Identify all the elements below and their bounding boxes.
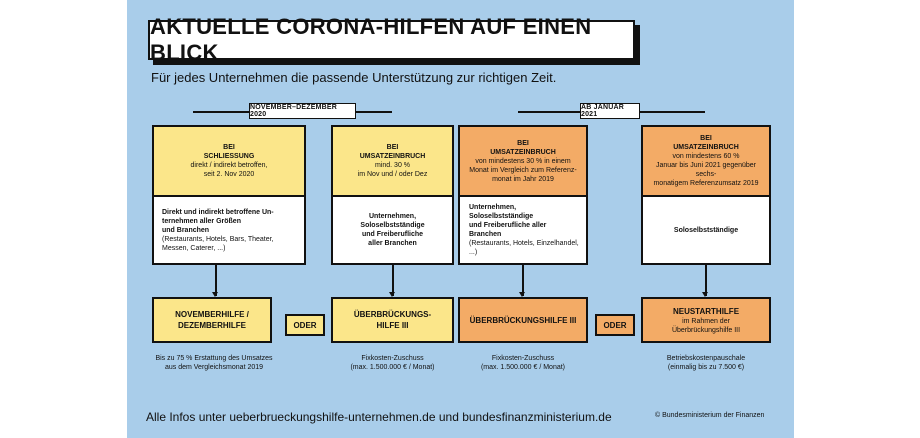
- header-text: Januar bis Juni 2021 gegenüber sechs-: [655, 162, 757, 178]
- program-label: HILFE III: [376, 321, 409, 330]
- target-text: Direkt und indirekt betroffene Un-: [162, 208, 274, 216]
- column-2-program: [331, 297, 454, 343]
- program-label: im Rahmen der: [682, 317, 730, 325]
- column-2-header: [331, 125, 454, 197]
- arrow-down-icon: [522, 265, 524, 296]
- column-2-caption: [331, 354, 454, 372]
- caption-line: Bis zu 75 % Erstattung des Umsatzes: [155, 355, 273, 362]
- header-text: direkt / indirekt betroffen,: [190, 162, 268, 169]
- caption-line: Fixkosten-Zuschuss: [361, 355, 424, 362]
- period-tag-nov-dez: NOVEMBER–DEZEMBER 2020: [249, 103, 356, 119]
- header-text: mind. 30 %: [374, 162, 411, 169]
- target-text: und Freiberufliche: [361, 231, 424, 238]
- copyright-notice: © Bundesministerium der Finanzen: [655, 412, 765, 419]
- period-line-right-b: [640, 111, 705, 113]
- column-2-target-group: [331, 195, 454, 265]
- header-text: seit 2. Nov 2020: [203, 171, 255, 178]
- oder-badge-right: ODER: [595, 314, 635, 336]
- caption-line: (einmalig bis zu 7.500 €): [667, 364, 745, 371]
- period-line-left-b: [356, 111, 392, 113]
- caption-line: aus dem Vergleichsmonat 2019: [164, 364, 264, 371]
- target-text: Soloselbstständige: [360, 222, 425, 229]
- header-label: UMSATZEINBRUCH: [673, 144, 739, 151]
- header-label: BEI: [517, 139, 529, 147]
- column-4-caption: [641, 354, 771, 372]
- column-1-header: [152, 125, 306, 197]
- target-text: Unternehmen, Soloselbstständige: [469, 204, 534, 220]
- target-text: ternehmen aller Größen: [162, 217, 241, 225]
- page-title: AKTUELLE CORONA-HILFEN AUF EINEN BLICK: [148, 20, 635, 60]
- column-1-program: [152, 297, 272, 343]
- target-text: Soloselbstständige: [673, 226, 739, 234]
- column-3-program: [458, 297, 588, 343]
- page-subtitle: Für jedes Unternehmen die passende Unterstützung zur richtigen Zeit.: [151, 70, 557, 85]
- target-text: Messen, Caterer, ...): [162, 244, 226, 252]
- arrow-down-icon: [392, 265, 394, 296]
- program-label: ÜBERBRÜCKUNGSHILFE III: [469, 315, 577, 325]
- column-1-target-group: [152, 195, 306, 265]
- caption-line: Fixkosten-Zuschuss: [491, 355, 555, 362]
- column-3-header: [458, 125, 588, 197]
- target-text: aller Branchen: [368, 240, 417, 247]
- caption-line: (max. 1.500.000 € / Monat): [480, 364, 566, 371]
- header-label: BEI: [386, 144, 399, 151]
- header-label: BEI: [223, 144, 235, 151]
- period-tag-ab-januar: AB JANUAR 2021: [580, 103, 640, 119]
- target-text: (Restaurants, Hotels, Bars, Theater,: [162, 235, 274, 243]
- header-label: UMSATZEINBRUCH: [490, 148, 556, 156]
- column-4-program: [641, 297, 771, 343]
- header-text: von mindestens 60 %: [672, 153, 740, 160]
- program-label: NOVEMBERHILFE /: [175, 310, 249, 319]
- column-4-target-group: [641, 195, 771, 265]
- program-label: Überbrückungshilfe III: [671, 326, 741, 334]
- target-text: Unternehmen,: [368, 213, 417, 220]
- period-line-left-a: [193, 111, 249, 113]
- arrow-down-icon: [705, 265, 707, 296]
- oder-badge-left: ODER: [285, 314, 325, 336]
- header-text: im Nov und / oder Dez: [357, 171, 428, 178]
- column-3-caption: [458, 354, 588, 372]
- header-label: UMSATZEINBRUCH: [359, 153, 426, 160]
- arrow-down-icon: [215, 265, 217, 296]
- header-text: von mindestens 30 % in einem: [475, 157, 571, 165]
- target-text: und Branchen: [162, 226, 210, 234]
- header-text: monatigem Referenzumsatz 2019: [653, 180, 759, 187]
- target-text: und Freiberufliche aller Branchen: [469, 222, 547, 238]
- period-line-right-a: [518, 111, 580, 113]
- column-4-header: [641, 125, 771, 197]
- column-3-target-group: [458, 195, 588, 265]
- program-label: DEZEMBERHILFE: [178, 321, 246, 330]
- header-label: BEI: [700, 135, 712, 142]
- program-label: NEUSTARTHILFE: [672, 306, 740, 316]
- header-text: monat im Jahr 2019: [492, 175, 554, 183]
- program-label: ÜBERBRÜCKUNGS-: [353, 310, 432, 319]
- caption-line: Betriebskostenpauschale: [666, 355, 746, 362]
- caption-line: (max. 1.500.000 € / Monat): [350, 364, 435, 371]
- target-text: (Restaurants, Hotels, Einzelhandel, ...): [469, 240, 579, 256]
- footer-links: Alle Infos unter ueberbrueckungshilfe-unternehmen.de und bundesfinanzministerium.de: [146, 410, 612, 424]
- header-text: Monat im Vergleich zum Referenz-: [469, 166, 577, 174]
- header-label: SCHLIESSUNG: [203, 153, 255, 160]
- column-1-caption: [150, 354, 278, 372]
